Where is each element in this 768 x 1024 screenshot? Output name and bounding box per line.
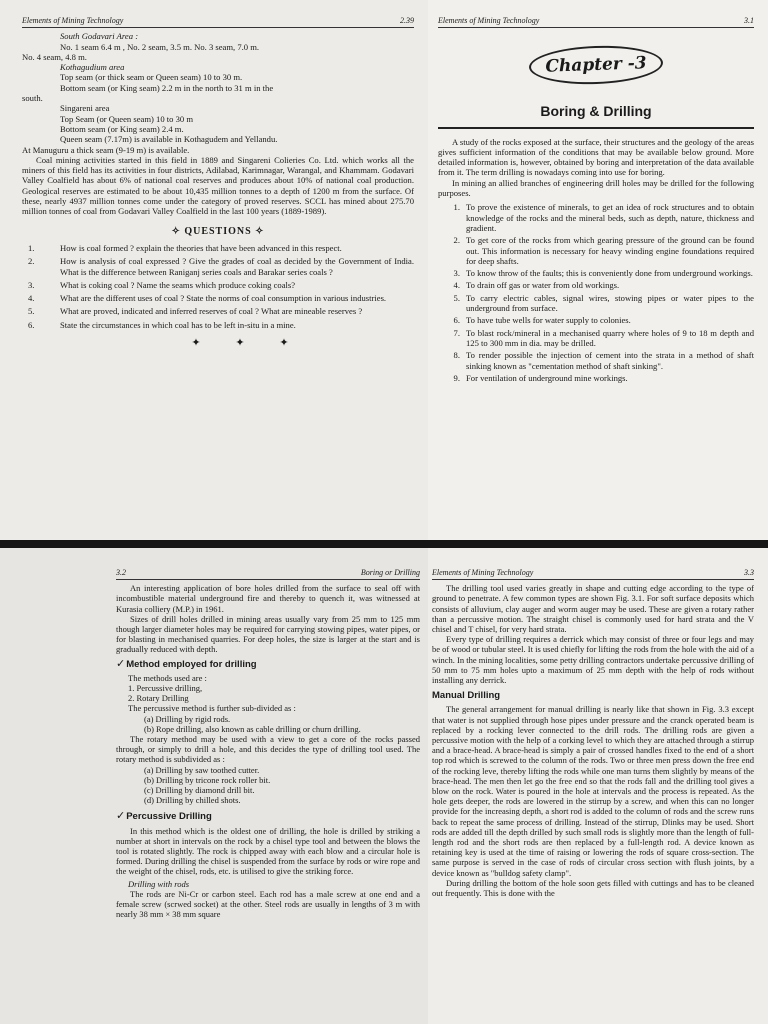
seam-line: At Manuguru a thick seam (9-19 m) is available. bbox=[22, 144, 190, 155]
chapter-badge: Chapter -3 bbox=[528, 44, 663, 87]
running-header bbox=[432, 568, 754, 580]
questions-list bbox=[22, 243, 414, 330]
question-item bbox=[22, 256, 414, 277]
method-heading bbox=[116, 659, 420, 670]
question-item bbox=[22, 243, 414, 253]
coal-mining-paragraph: Coal mining activities started in this field in 1889 and Singareni Colieries Co. Ltd. which works all the miners of this field has its activities in four districts, Adilabad, Karimnagar, Warangal, and Khammam. Godavari Valley Coalfield has about 6% of national coal reserves and produces about 10% of national coal production. Geological reserves are estimated to be about 10,435 million tonnes to a depth of 1200 m from the surface. Of these, nearly 4937 million tonnes come under the category of proved reserves. SCCL has mined about 275.70 million tonnes of coal from Godavari Valley Coalfield in the last 100 years (1889-1989). bbox=[22, 154, 414, 217]
seam-line: No. 4 seam, 4.8 m. bbox=[22, 51, 87, 62]
header-book-title: Elements of Mining Technology bbox=[22, 16, 124, 25]
rods-subheading: Drilling with rods bbox=[128, 878, 190, 889]
purpose-number: 6. bbox=[453, 315, 460, 326]
hole-sizes-paragraph: Sizes of drill holes drilled in mining areas usually vary from 25 mm to 125 mm though larger diameter holes may be required for carrying stowing pipes, water pipes, or for blasting in mechanised quarries. For deep holes, the size is larger at the start and is gradually reduced with depth. bbox=[116, 613, 420, 655]
purpose-item bbox=[438, 293, 754, 314]
checkmark-icon: ✓ bbox=[116, 810, 126, 823]
rods-paragraph: The rods are Ni-Cr or carbon steel. Each rod has a male screw at one end and a female screw (scrwed socket) at the other. Steel rods are usually in lengths of 3 m with nearly 38 mm × 38 mm square bbox=[116, 888, 420, 920]
question-item bbox=[22, 280, 414, 290]
manual-drilling-paragraph: The general arrangement for manual drilling is nearly like that shown in Fig. 3.3 except that water is not supplied through hose pipes under pressure and the cranck operated beam is replaced by a rocking lever connected to the drill rods. The drilling rods are given a percussive motion with the help of a corking level to which they are attached through a stirrup and a brace-head. A brace-head is simply a pair of crossed handles fixed to the end of a short top rod which is screwed to the column of the rods. Two or three men press down the free end of the rocking leve, thereby lifting the rods while one man turns them slightly by means of the brace-head. The men then let go the free end so that the rods fall and the drilling tool gives a blow on the rock. Water is poured in the hole at intervals and the process is repeated. As the hole gets deeper, the rods are lowered in the stirrup by a screw, and when this can no longer provide for the increasing depth, a short rod is added to the column of rods and the screw runs back to repeat the same process of drilling. Instead of the stirrup, Dlinks may be used. Short rods are added till the depth drilled by such small rods is slightly more than the length of full-length rod and the short rods are then replaced by a full-length rod. A device known as retaining key is used at the time of raising or lowering the rods of square cross-section. The same purpose is served in the case of rods of circular cross section with flush joints, by a device known as "bulldog safety clamp". bbox=[432, 704, 754, 878]
purpose-text: To get core of the rocks from which gearing pressure of the ground can be found out. This information is necessary for heavy winding engine foundations required for deep shafts. bbox=[466, 235, 754, 266]
purpose-number: 2. bbox=[453, 235, 460, 246]
methods-intro: The methods used are : bbox=[128, 672, 207, 683]
question-item bbox=[22, 306, 414, 316]
purpose-text: To prove the existence of minerals, to get an idea of rock structures and to obtain knowledge of the rocks and the mineral beds, such as depth, nature, thickness and gradient. bbox=[466, 202, 754, 233]
header-book-title: Elements of Mining Technology bbox=[432, 568, 534, 577]
method-2: 2. Rotary Drilling bbox=[128, 693, 189, 704]
running-header bbox=[116, 568, 420, 580]
rotary-c: (c) Drilling by diamond drill bit. bbox=[144, 785, 255, 796]
checkmark-icon: ✓ bbox=[116, 657, 126, 670]
question-text: What are proved, indicated and inferred reserves of coal ? What are mineable reserves ? bbox=[60, 306, 363, 317]
seam-line: Bottom seam (or King seam) 2.4 m. bbox=[60, 123, 184, 134]
running-header bbox=[438, 16, 754, 28]
book-page-2-39 bbox=[0, 0, 428, 540]
seam-line: Top seam (or thick seam or Queen seam) 10 to 30 m. bbox=[60, 72, 243, 83]
end-ornament: ✦ ✦ ✦ bbox=[191, 337, 305, 350]
question-number: 6. bbox=[28, 319, 35, 330]
question-number: 3. bbox=[28, 279, 35, 290]
purpose-text: To carry electric cables, signal wires, stowing pipes or water pipes to the underground from surface. bbox=[466, 292, 754, 314]
percussive-subdivision: The percussive method is further sub-divided as : bbox=[128, 703, 296, 714]
header-section-title: Boring or Drilling bbox=[360, 568, 420, 577]
question-text: What is coking coal ? Name the seams which produce coking coals? bbox=[60, 279, 296, 290]
book-page-3-3 bbox=[428, 548, 768, 1024]
question-number: 1. bbox=[28, 242, 35, 253]
percussive-paragraph: In this method which is the oldest one of drilling, the hole is drilled by striking a number at short in intervals on the rock by a chisel type tool and between the blows the tool is rotated slightly. The rock is chipped away with each blow and a circular hole is formed. During drilling the chisel is suspended from the surface by rods or wire rope and the weight of the chisel, rods, etc. is utilised to give the striking force. bbox=[116, 825, 420, 877]
header-page-number: 3.1 bbox=[744, 16, 754, 25]
question-text: What are the different uses of coal ? State the norms of coal consumption in various industries. bbox=[60, 293, 387, 304]
purposes-list bbox=[438, 202, 754, 383]
seam-line: South Godavari Area : bbox=[60, 31, 139, 42]
questions-heading: ✧ QUESTIONS ✧ bbox=[171, 225, 265, 237]
kurasia-paragraph: An interesting application of bore holes drilled from the surface to seal off with incombustible material underground fire and thereby to quench it, was witnessed at Kurasia colliery (M.P.) in 1961. bbox=[116, 583, 420, 614]
purpose-text: To drain off gas or water from old workings. bbox=[466, 280, 620, 291]
seam-line: south. bbox=[22, 93, 43, 104]
method-1: 1. Percussive drilling, bbox=[128, 683, 203, 694]
rotary-d: (d) Drilling by chilled shots. bbox=[144, 795, 241, 806]
question-item bbox=[22, 320, 414, 330]
purpose-text: To render possible the injection of cement into the strata in a method of shaft sinking known as "cementation method of shaft sinking". bbox=[466, 350, 754, 371]
title-rule bbox=[438, 127, 754, 129]
percussive-a: (a) Drilling by rigid rods. bbox=[144, 713, 231, 724]
question-number: 5. bbox=[28, 306, 35, 317]
intro-paragraph: A study of the rocks exposed at the surface, their structures and the geology of the areas gives sufficient information of the conditions that may be available below ground. More detailed information is, however, obtained by boring and interpretation of the data available from it. The term drilling is nowadays coming into use for boring. bbox=[438, 136, 754, 178]
purpose-number: 3. bbox=[453, 268, 460, 279]
seam-line: Bottom seam (or King seam) 2.2 m in the north to 31 m in the bbox=[60, 82, 274, 93]
purpose-item bbox=[438, 315, 754, 325]
question-text: How is coal formed ? explain the theories that have been advanced in this respect. bbox=[60, 242, 342, 253]
header-page-number: 2.39 bbox=[400, 16, 414, 25]
purpose-item bbox=[438, 268, 754, 278]
purpose-item bbox=[438, 280, 754, 290]
percussive-heading bbox=[116, 811, 420, 822]
purpose-text: For ventilation of underground mine workings. bbox=[466, 372, 628, 383]
seam-line: No. 1 seam 6.4 m , No. 2 seam, 3.5 m. No. 3 seam, 7.0 m. bbox=[60, 41, 260, 52]
rotary-a: (a) Drilling by saw toothed cutter. bbox=[144, 764, 260, 775]
rotary-paragraph: The rotary method may be used with a view to get a core of the rocks passed through, or simply to drill a hole, and this decides the type of drilling tool used. The rotary method is subdivided as : bbox=[116, 734, 420, 765]
purpose-number: 1. bbox=[453, 202, 460, 213]
purpose-number: 5. bbox=[453, 292, 460, 303]
question-text: State the circumstances in which coal has to be left in-situ in a mine. bbox=[60, 319, 296, 330]
seam-line: Kothagudium area bbox=[60, 62, 125, 73]
derrick-paragraph: Every type of drilling requires a derrick which may consist of three or four legs and may be of wood or tubular steel. It is used chiefly for lifting the rods from the hole with the aid of a winch. In the mining localities, some petty drilling contractors undertake percussive drilling of 50 mm to 75 mm holes upto a maximum of 25 mm depth with the help of rods without installing any derrick. bbox=[432, 634, 754, 686]
purpose-text: To have tube wells for water supply to colonies. bbox=[466, 315, 631, 326]
header-page-number: 3.3 bbox=[744, 568, 754, 577]
purpose-number: 9. bbox=[453, 372, 460, 383]
book-page-3-2 bbox=[0, 548, 428, 1024]
purpose-number: 4. bbox=[453, 280, 460, 291]
question-text: How is analysis of coal expressed ? Give the grades of coal as decided by the Government of India. What is the difference between Raniganj series coals and Barakar series coals ? bbox=[60, 256, 414, 277]
seam-list bbox=[22, 31, 414, 155]
book-page-3-1 bbox=[428, 0, 768, 540]
purpose-number: 7. bbox=[453, 327, 460, 338]
rotary-b: (b) Drilling by tricone rock roller bit. bbox=[144, 774, 271, 785]
header-book-title: Elements of Mining Technology bbox=[438, 16, 540, 25]
method-heading-text: Method employed for drilling bbox=[126, 658, 257, 670]
question-item bbox=[22, 293, 414, 303]
intro-paragraph-2: In mining an allied branches of engineering drill holes may be drilled for the following purposes. bbox=[438, 177, 754, 199]
running-header bbox=[22, 16, 414, 28]
seam-line: Queen seam (7.17m) is available in Kothagudem and Yellandu. bbox=[60, 134, 278, 145]
purpose-item bbox=[438, 328, 754, 349]
cleaning-paragraph: During drilling the bottom of the hole soon gets filled with cuttings and has to be cleaned out frequently. This is done with the bbox=[432, 877, 754, 899]
purpose-item bbox=[438, 235, 754, 266]
purpose-text: To blast rock/mineral in a mechanised quarry where holes of 9 to 18 m depth and 125 to 300 mm in dia. may be drilled. bbox=[466, 327, 754, 348]
purpose-item bbox=[438, 202, 754, 233]
purpose-text: To know throw of the faults; this is conveniently done from underground workings. bbox=[466, 268, 753, 279]
drilling-tool-paragraph: The drilling tool used varies greatly in shape and cutting edge according to the type of ground to penetrate. A few common types are shown Fig. 3.1. For soft surface deposits which consists of alluvium, clay auger and worm auger may be used. These are given a rotary rather than a percussive motion. The straight chisel is commonly used for hard strata and the V chisel and T chisel, for very hard strata. bbox=[432, 583, 754, 635]
manual-drilling-heading: Manual Drilling bbox=[432, 690, 501, 702]
purpose-number: 8. bbox=[453, 350, 460, 361]
question-number: 4. bbox=[28, 293, 35, 304]
percussive-b: (b) Rope drilling, also known as cable drilling or churn drilling. bbox=[144, 723, 361, 734]
seam-line: Top Seam (or Queen seam) 10 to 30 m bbox=[60, 113, 194, 124]
percussive-heading-text: Percussive Drilling bbox=[126, 811, 212, 823]
question-number: 2. bbox=[28, 256, 35, 267]
purpose-item bbox=[438, 350, 754, 371]
header-page-number: 3.2 bbox=[116, 568, 126, 577]
seam-line: Singareni area bbox=[60, 103, 110, 114]
purpose-item bbox=[438, 373, 754, 383]
chapter-title: Boring & Drilling bbox=[540, 103, 652, 120]
